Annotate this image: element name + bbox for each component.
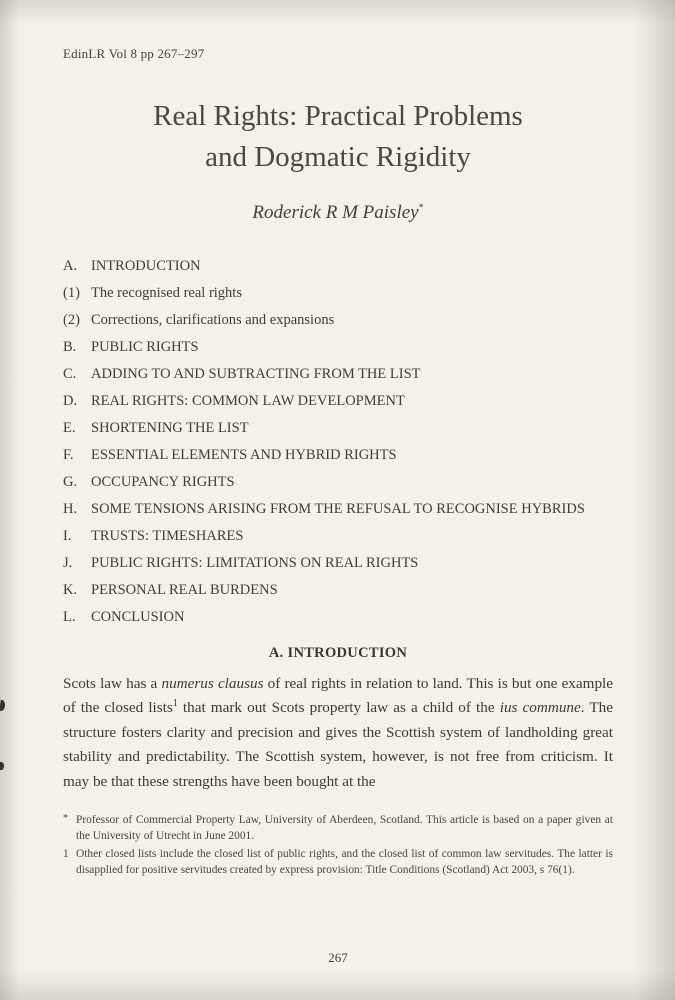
article-title <box>63 96 613 178</box>
footnote-text: Other closed lists include the closed list of public rights, and the closed list of common law servitudes. The latter is disapplied for positive servitudes created by express provision: Title Conditions (Scotland) Act 2003, s 76(1). <box>76 848 613 877</box>
toc-item <box>63 364 613 384</box>
toc-item-label: I. <box>63 528 72 544</box>
author-byline <box>63 202 613 224</box>
toc-item-text: CONCLUSION <box>91 609 185 625</box>
toc-item-label: D. <box>63 393 78 409</box>
toc-item-label: (2) <box>63 312 80 328</box>
toc-item-text: ESSENTIAL ELEMENTS AND HYBRID RIGHTS <box>91 447 397 463</box>
footnote <box>63 812 613 844</box>
footnotes-block <box>63 812 613 878</box>
toc-item <box>63 553 613 573</box>
title-line-1: Real Rights: Practical Problems <box>153 100 523 132</box>
footnote <box>63 846 613 878</box>
toc-item <box>63 418 613 438</box>
toc-item <box>63 283 613 303</box>
table-of-contents <box>63 256 613 627</box>
toc-item-text: ADDING TO AND SUBTRACTING FROM THE LIST <box>91 366 421 382</box>
toc-item-label: A. <box>63 258 78 274</box>
toc-item-text: Corrections, clarifications and expansions <box>91 312 335 328</box>
toc-item-text: PUBLIC RIGHTS: LIMITATIONS ON REAL RIGHTS <box>91 555 419 571</box>
toc-item <box>63 310 613 330</box>
author-name: Roderick R M Paisley <box>252 202 419 223</box>
toc-item-label: B. <box>63 339 77 355</box>
toc-item <box>63 607 613 627</box>
toc-item <box>63 526 613 546</box>
toc-item-text: The recognised real rights <box>91 285 242 301</box>
toc-item <box>63 391 613 411</box>
toc-item <box>63 337 613 357</box>
footnote-text: Professor of Commercial Property Law, University of Aberdeen, Scotland. This article is based on a paper given at the University of Utrecht in June 2001. <box>76 814 613 843</box>
toc-item-label: K. <box>63 582 78 598</box>
section-heading: A. INTRODUCTION <box>268 645 408 661</box>
toc-item-text: PERSONAL REAL BURDENS <box>91 582 278 598</box>
toc-item <box>63 499 613 519</box>
toc-item-text: TRUSTS: TIMESHARES <box>91 528 244 544</box>
toc-item-label: (1) <box>63 285 80 301</box>
toc-item-text: PUBLIC RIGHTS <box>91 339 199 355</box>
toc-item-label: L. <box>63 609 76 625</box>
toc-item <box>63 445 613 465</box>
toc-item <box>63 256 613 276</box>
footnote-marker: 1 <box>63 848 69 861</box>
toc-item <box>63 580 613 600</box>
toc-item-text: REAL RIGHTS: COMMON LAW DEVELOPMENT <box>91 393 405 409</box>
toc-item-text: SOME TENSIONS ARISING FROM THE REFUSAL TO RECOGNISE HYBRIDS <box>91 501 585 517</box>
toc-item-text: INTRODUCTION <box>91 258 201 274</box>
toc-item-label: J. <box>63 555 73 571</box>
toc-item-text: OCCUPANCY RIGHTS <box>91 474 235 490</box>
footnote-marker: * <box>63 813 68 825</box>
page-number: 267 <box>328 950 348 965</box>
toc-item-text: SHORTENING THE LIST <box>91 420 249 436</box>
intro-paragraph: Scots law has a numerus clausus of real rights in relation to land. This is but one example of the closed lists$^1$ that mark out Scots property law as a child of the ius commune. The structure fosters clarity and precision and gives the Scottish system of landholding great stability and predictability. The Scottish system, however, is not free from criticism. It may be that these strengths have been bought at the <box>63 675 614 790</box>
toc-item-label: E. <box>63 420 76 436</box>
author-footnote-marker: * <box>418 202 424 214</box>
toc-item-label: G. <box>63 474 78 490</box>
toc-item-label: H. <box>63 501 78 517</box>
toc-item <box>63 472 613 492</box>
title-line-2: and Dogmatic Rigidity <box>205 141 471 173</box>
toc-item-label: C. <box>63 366 77 382</box>
journal-reference: EdinLR Vol 8 pp 267–297 <box>63 46 205 61</box>
toc-item-label: F. <box>63 447 74 463</box>
